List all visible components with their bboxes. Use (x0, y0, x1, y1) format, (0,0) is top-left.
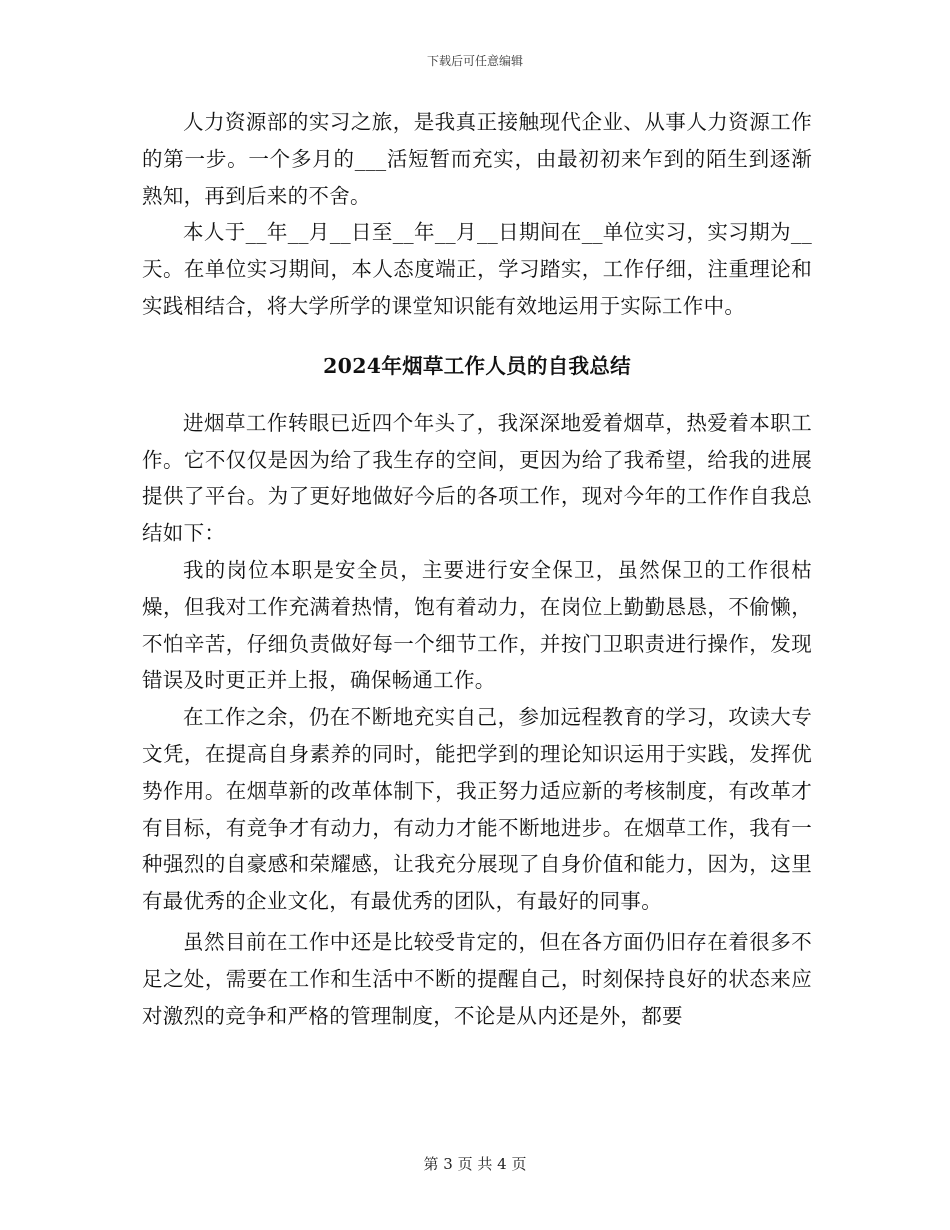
intro-paragraph-2: 本人于__年__月__日至__年__月__日期间在__单位实习，实习期为__天。在单位实习期间，本人态度端正，学习踏实，工作仔细，注重理论和实践相结合，将大学所学的课堂知识能有效地运用于实际工作中。 (142, 220, 812, 318)
intro-paragraph-1: 人力资源部的实习之旅，是我真正接触现代企业、从事人力资源工作的第一步。一个多月的___活短暂而充实，由最初初来乍到的陌生到逐渐熟知，再到后来的不舍。 (142, 110, 812, 208)
section-paragraph-3: 在工作之余，仍在不断地充实自己，参加远程教育的学习，攻读大专文凭，在提高自身素养的同时，能把学到的理论知识运用于实践，发挥优势作用。在烟草新的改革体制下，我正努力适应新的考核制度，有改革才有目标，有竞争才有动力，有动力才能不断地进步。在烟草工作，我有一种强烈的自豪感和荣耀感，让我充分展现了自身价值和能力，因为，这里有最优秀的企业文化，有最优秀的团队，有最好的同事。 (142, 705, 812, 914)
section-paragraph-2: 我的岗位本职是安全员，主要进行安全保卫，虽然保卫的工作很枯燥，但我对工作充满着热情，饱有着动力，在岗位上勤勤恳恳，不偷懒，不怕辛苦，仔细负责做好每一个细节工作，并按门卫职责进行操作，发现错误及时更正并上报，确保畅通工作。 (142, 557, 812, 693)
page-number: 第 3 页 共 4 页 (423, 1155, 527, 1173)
document-body (142, 104, 812, 1034)
section-paragraph-4: 虽然目前在工作中还是比较受肯定的，但在各方面仍旧存在着很多不足之处，需要在工作和生活中不断的提醒自己，时刻保持良好的状态来应对激烈的竞争和严格的管理制度，不论是从内还是外，都要 (142, 929, 812, 1028)
section-paragraph-1: 进烟草工作转眼已近四个年头了，我深深地爱着烟草，热爱着本职工作。它不仅仅是因为给了我生存的空间，更因为给了我希望，给我的进展提供了平台。为了更好地做好今后的各项工作，现对今年的工作作自我总结如下： (142, 410, 812, 546)
header-note: 下载后可任意编辑 (426, 54, 523, 68)
section-title: 2024年烟草工作人员的自我总结 (323, 353, 631, 378)
